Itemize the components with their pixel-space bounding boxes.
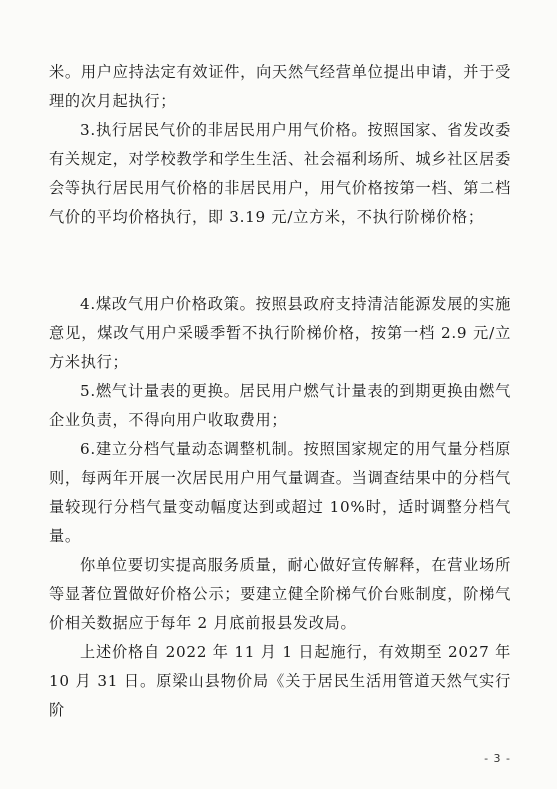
paragraph-instruction: 你单位要切实提高服务质量，耐心做好宣传解释，在营业场所等显著位置做好价格公示；要建立健全阶梯气价台账制度，阶梯气价相关数据应于每年 2 月底前报县发改局。 [49, 556, 511, 632]
paragraph-effective-date: 上述价格自 2022 年 11 月 1 日起施行，有效期至 2027 年 10 月 31 日。原梁山县物价局《关于居民生活用管道天然气实行阶 [49, 643, 511, 719]
page-number: - 3 - [484, 752, 511, 765]
paragraph-item-4: 4.煤改气用户价格政策。按照县政府支持清洁能源发展的实施意见，煤改气用户采暖季暂不执行阶梯价格，按第一档 2.9 元/立方米执行； [49, 295, 511, 371]
paragraph-item-3: 3.执行居民气价的非居民用户用气价格。按照国家、省发改委有关规定，对学校教学和学生生活、社会福利场所、城乡社区居委会等执行居民用气价格的非居民用户，用气价格按第一档、第二档气价的平均价格执行，即 3.19 元/立方米，不执行阶梯价格； [49, 121, 511, 226]
paragraph-item-5: 5.燃气计量表的更换。居民用户燃气计量表的到期更换由燃气企业负责，不得向用户收取费用； [49, 382, 511, 429]
paragraph-item-6: 6.建立分档气量动态调整机制。按照国家规定的用气量分档原则，每两年开展一次居民用户用气量调查。当调查结果中的分档气量较现行分档气量变动幅度达到或超过 10%时，适时调整分档气量。 [49, 440, 511, 545]
paragraph-continued: 米。用户应持法定有效证件，向天然气经营单位提出申请，并于受理的次月起执行； [49, 63, 511, 110]
